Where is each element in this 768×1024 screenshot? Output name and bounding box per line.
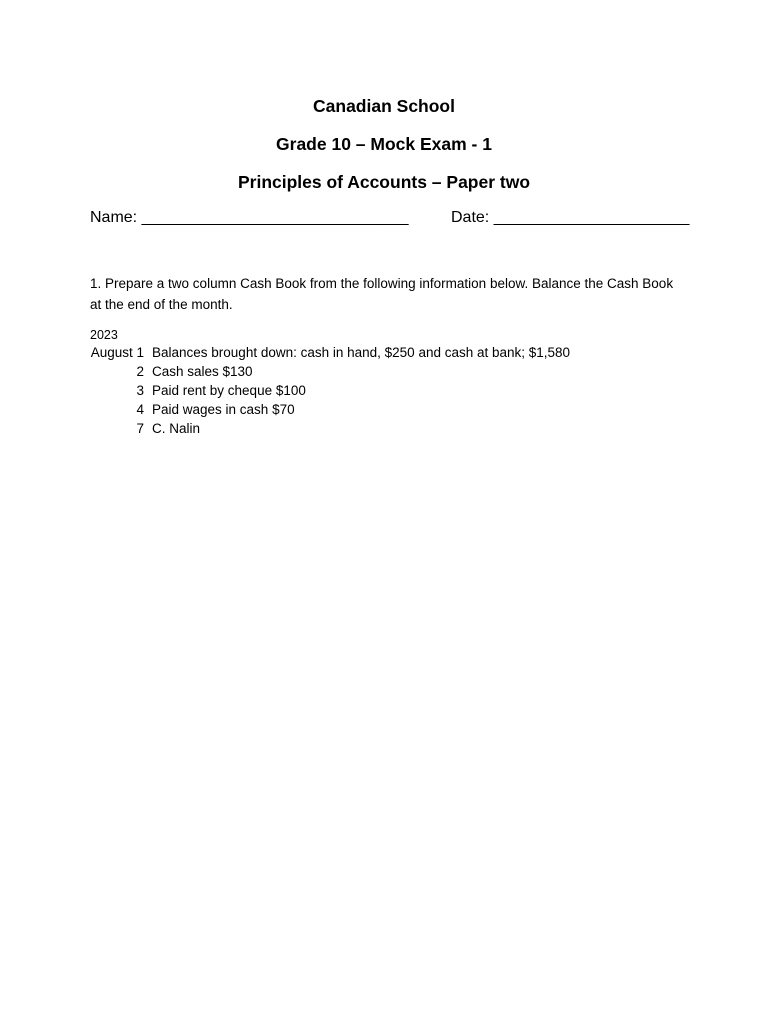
entry-date: 2 bbox=[136, 364, 144, 379]
entry-date: 4 bbox=[136, 402, 144, 417]
ledger-year: 2023 bbox=[90, 328, 118, 342]
entry-date: August 1 bbox=[90, 345, 144, 360]
ledger-entry bbox=[90, 343, 690, 362]
name-field: Name: ______________________________ bbox=[90, 209, 409, 226]
ledger-entry bbox=[90, 400, 690, 419]
question-text: 1. Prepare a two column Cash Book from the following information below. Balance the Cash Book at the end of the month. bbox=[90, 276, 674, 312]
entry-description: C. Nalin bbox=[152, 421, 201, 436]
entry-date: 3 bbox=[136, 383, 144, 398]
ledger-entry bbox=[90, 362, 690, 381]
date-field: Date: ______________________ bbox=[451, 209, 690, 226]
ledger-entry bbox=[90, 381, 690, 400]
exam-title: Grade 10 – Mock Exam - 1 bbox=[276, 134, 492, 154]
ledger-entry bbox=[90, 419, 690, 438]
school-title: Canadian School bbox=[313, 96, 455, 116]
entry-description: Paid wages in cash $70 bbox=[152, 402, 295, 417]
entry-description: Paid rent by cheque $100 bbox=[152, 383, 306, 398]
entry-date: 7 bbox=[136, 421, 144, 436]
paper-title: Principles of Accounts – Paper two bbox=[237, 172, 531, 192]
entry-description: Cash sales $130 bbox=[152, 364, 253, 379]
entry-description: Balances brought down: cash in hand, $250 and cash at bank; $1,580 bbox=[152, 345, 571, 360]
